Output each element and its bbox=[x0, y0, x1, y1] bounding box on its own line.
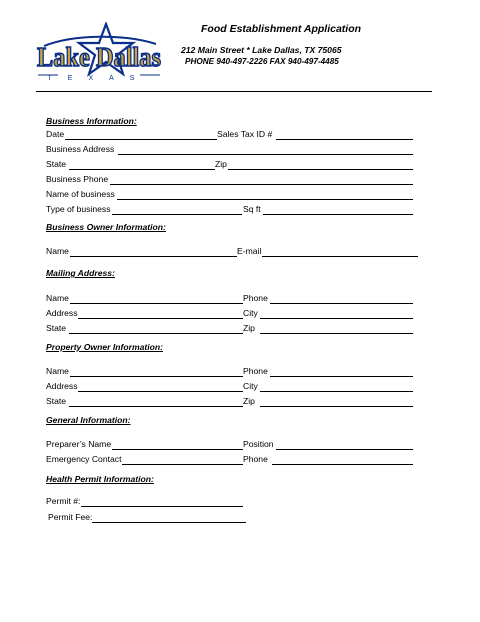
mailing-city-field[interactable] bbox=[260, 318, 413, 319]
property-address-field[interactable] bbox=[78, 391, 243, 392]
owner-email-label: E-mail bbox=[237, 246, 262, 256]
property-city-label: City bbox=[243, 381, 258, 391]
business-phone-field[interactable] bbox=[110, 184, 413, 185]
zip-field[interactable] bbox=[228, 169, 413, 170]
property-city-field[interactable] bbox=[260, 391, 413, 392]
business-address-field[interactable] bbox=[118, 154, 413, 155]
preparers-name-field[interactable] bbox=[112, 449, 243, 450]
property-zip-field[interactable] bbox=[260, 406, 413, 407]
date-label: Date bbox=[46, 129, 65, 139]
name-of-business-field[interactable] bbox=[117, 199, 413, 200]
date-field[interactable] bbox=[65, 139, 217, 140]
type-of-business-label: Type of business bbox=[46, 204, 111, 214]
section-business-info: Business Information: bbox=[46, 116, 137, 126]
permit-number-field[interactable] bbox=[81, 506, 243, 507]
permit-fee-field[interactable] bbox=[92, 522, 246, 523]
position-field[interactable] bbox=[276, 449, 413, 450]
lake-dallas-logo bbox=[34, 22, 164, 84]
name-of-business-label: Name of business bbox=[46, 189, 115, 199]
emergency-contact-label: Emergency Contact bbox=[46, 454, 122, 464]
city-phone-fax: PHONE 940-497-2226 FAX 940-497-4485 bbox=[185, 57, 339, 66]
emergency-phone-field[interactable] bbox=[272, 464, 413, 465]
property-name-label: Name bbox=[46, 366, 69, 376]
sales-tax-id-label: Sales Tax ID # bbox=[217, 129, 273, 139]
section-general-info: General Information: bbox=[46, 415, 131, 425]
preparers-name-label: Preparer’s Name bbox=[46, 439, 112, 449]
mailing-city-label: City bbox=[243, 308, 258, 318]
mailing-address-label: Address bbox=[46, 308, 78, 318]
emergency-phone-label: Phone bbox=[243, 454, 268, 464]
mailing-state-label: State bbox=[46, 323, 67, 333]
sq-ft-field[interactable] bbox=[263, 214, 413, 215]
property-state-field[interactable] bbox=[69, 406, 243, 407]
mailing-address-field[interactable] bbox=[78, 318, 243, 319]
zip-label: Zip bbox=[215, 159, 227, 169]
property-address-label: Address bbox=[46, 381, 78, 391]
sales-tax-id-field[interactable] bbox=[276, 139, 413, 140]
mailing-phone-field[interactable] bbox=[270, 303, 413, 304]
mailing-state-field[interactable] bbox=[69, 333, 243, 334]
owner-name-field[interactable] bbox=[70, 256, 237, 257]
property-phone-label: Phone bbox=[243, 366, 268, 376]
position-label: Position bbox=[243, 439, 274, 449]
permit-number-label: Permit #: bbox=[46, 496, 81, 506]
section-mailing-address: Mailing Address: bbox=[46, 268, 115, 278]
owner-name-label: Name bbox=[46, 246, 69, 256]
header-divider bbox=[36, 91, 432, 92]
section-property-owner: Property Owner Information: bbox=[46, 342, 163, 352]
property-zip-label: Zip bbox=[243, 396, 255, 406]
type-of-business-field[interactable] bbox=[112, 214, 242, 215]
emergency-contact-field[interactable] bbox=[122, 464, 243, 465]
mailing-name-label: Name bbox=[46, 293, 69, 303]
logo-subtext: TEXAS bbox=[47, 75, 151, 82]
section-business-owner: Business Owner Information: bbox=[46, 222, 166, 232]
mailing-name-field[interactable] bbox=[70, 303, 243, 304]
property-name-field[interactable] bbox=[70, 376, 243, 377]
business-phone-label: Business Phone bbox=[46, 174, 109, 184]
mailing-zip-field[interactable] bbox=[260, 333, 413, 334]
mailing-zip-label: Zip bbox=[243, 323, 255, 333]
state-field[interactable] bbox=[69, 169, 215, 170]
logo-wordmark: Lake Dallas bbox=[37, 42, 161, 72]
city-address: 212 Main Street * Lake Dallas, TX 75065 bbox=[181, 45, 342, 55]
business-address-label: Business Address bbox=[46, 144, 115, 154]
property-phone-field[interactable] bbox=[270, 376, 413, 377]
state-label: State bbox=[46, 159, 67, 169]
permit-fee-label: Permit Fee: bbox=[48, 512, 93, 522]
owner-email-field[interactable] bbox=[262, 256, 418, 257]
section-health-permit: Health Permit Information: bbox=[46, 474, 154, 484]
sq-ft-label: Sq ft bbox=[243, 204, 261, 214]
form-title: Food Establishment Application bbox=[201, 23, 362, 35]
property-state-label: State bbox=[46, 396, 67, 406]
mailing-phone-label: Phone bbox=[243, 293, 268, 303]
